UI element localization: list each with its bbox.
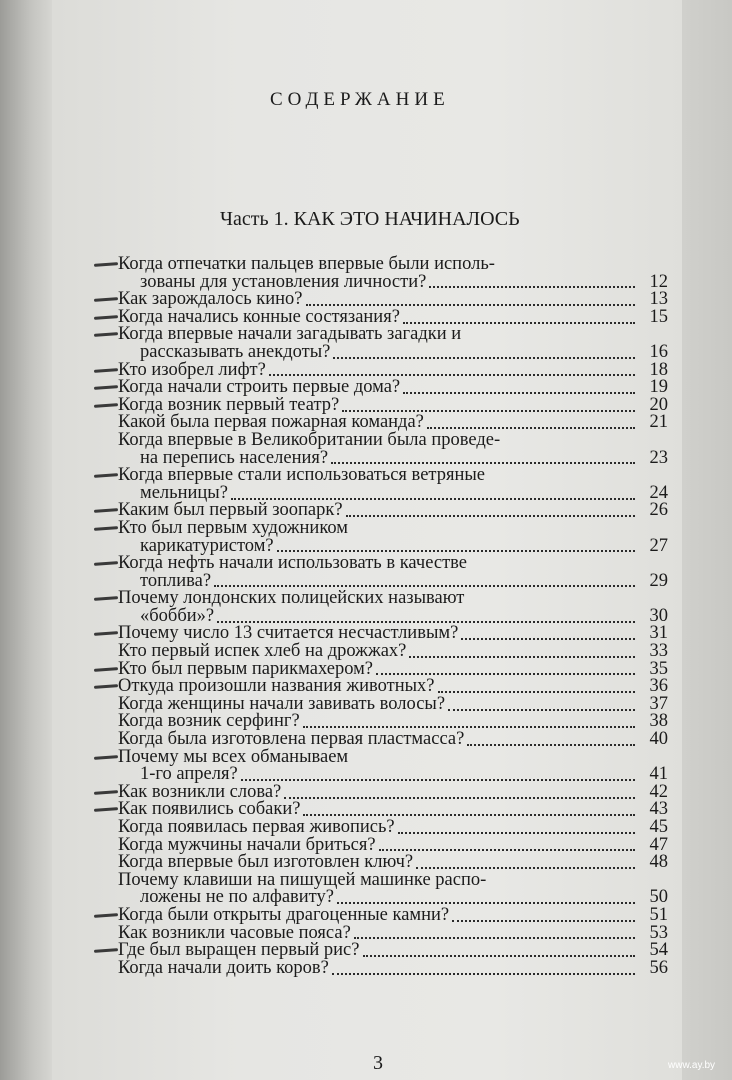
dot-leader — [409, 656, 635, 658]
toc-entry-title: ложены не по алфавиту? — [140, 887, 334, 908]
dot-leader — [332, 973, 635, 975]
dot-leader — [467, 744, 635, 746]
toc-entry-page: 43 — [649, 799, 668, 820]
toc-entry-page: 15 — [649, 306, 668, 327]
toc-entry-title: Когда начались конные состязания? — [118, 306, 400, 327]
dot-leader — [403, 392, 635, 394]
toc-entry-page: 24 — [649, 482, 668, 503]
toc-entry-title: Когда начали доить коров? — [118, 957, 329, 978]
toc-entry-page: 21 — [649, 412, 668, 433]
toc-entry-page: 13 — [649, 289, 668, 310]
toc-entry-page: 26 — [649, 500, 668, 521]
toc-entry-page: 40 — [649, 729, 668, 750]
dot-leader — [333, 357, 635, 359]
toc-entry-page: 19 — [649, 377, 668, 398]
dot-leader — [461, 638, 635, 640]
dot-leader — [354, 937, 635, 939]
dot-leader — [331, 462, 635, 464]
toc-entry — [118, 429, 668, 468]
toc-entry-page: 35 — [649, 658, 668, 679]
dot-leader — [217, 621, 635, 623]
toc-entry-title: Как возникли часовые пояса? — [118, 922, 351, 943]
toc-entry-title: Кто был первым художником — [118, 517, 348, 538]
dot-leader — [363, 955, 636, 957]
toc-entry — [118, 819, 668, 837]
toc-entry-title: Как возникли слова? — [118, 781, 282, 802]
toc-entry-title: 1-го апреля? — [140, 764, 238, 785]
toc-entry-title: Когда возник первый театр? — [118, 394, 340, 415]
dot-leader — [231, 498, 635, 500]
dot-leader — [306, 304, 635, 306]
toc-entry-title: Когда были открыты драгоценные камни? — [118, 904, 450, 925]
toc-entry — [118, 517, 668, 556]
dot-leader — [337, 902, 635, 904]
dot-leader — [214, 585, 635, 587]
toc-entry-title: Какой была первая пожарная команда? — [118, 412, 424, 433]
toc-entry-title: Когда впервые начали загадывать загадки и — [118, 324, 462, 345]
toc-entry — [118, 555, 668, 590]
toc-entry-page: 38 — [649, 711, 668, 732]
toc-entry-title: Как зарождалось кино? — [118, 289, 303, 310]
toc-entry — [118, 256, 668, 291]
toc-entry-title: Кто был первым парикмахером? — [118, 658, 374, 679]
dot-leader — [429, 286, 635, 288]
watermark: www.ay.by — [668, 1060, 716, 1071]
toc-entry-page: 42 — [649, 781, 668, 802]
dot-leader — [398, 832, 635, 834]
dot-leader — [416, 867, 635, 869]
toc-entry — [118, 957, 668, 978]
book-spine — [0, 0, 52, 1080]
dot-leader — [427, 427, 635, 429]
toc-entry-page: 12 — [649, 271, 668, 292]
dot-leader — [342, 410, 635, 412]
toc-entry — [118, 326, 668, 361]
toc-entry-title: Каким был первый зоопарк? — [118, 500, 343, 521]
dot-leader — [303, 814, 635, 816]
toc-entry-title: Почему лондонских полицейских называют — [118, 588, 465, 609]
toc-entry-page: 37 — [649, 693, 668, 714]
toc-entry-title: Почему число 13 считается несчастливым? — [118, 623, 459, 644]
toc-entry-title: Кто первый испек хлеб на дрожжах? — [118, 641, 407, 662]
dot-leader — [438, 691, 636, 693]
toc-entry-page: 53 — [649, 922, 668, 943]
toc-entry-title: Почему мы всех обманываем — [118, 746, 349, 767]
toc-entry-page: 18 — [649, 359, 668, 380]
dot-leader — [277, 550, 635, 552]
dot-leader — [284, 797, 635, 799]
dot-leader — [403, 322, 635, 324]
toc-entry-title: Почему клавиши на пишущей машинке распо- — [118, 869, 487, 890]
toc-entry-title: Когда была изготовлена первая пластмасса? — [118, 729, 465, 750]
toc-entry-title: топлива? — [140, 570, 212, 591]
toc-entry-page: 33 — [649, 641, 668, 662]
toc-entry — [118, 590, 668, 625]
toc-entry-title: Как появились собаки? — [118, 799, 301, 820]
toc-entry-title: Когда возник серфинг? — [118, 711, 300, 732]
toc-entry-page: 47 — [649, 834, 668, 855]
toc-entry-title: рассказывать анекдоты? — [140, 341, 331, 362]
toc-entry-title: Где был выращен первый рис? — [118, 940, 360, 961]
toc-entry-title: Когда женщины начали завивать волосы? — [118, 693, 446, 714]
toc-entry-page: 41 — [649, 764, 668, 785]
toc-entry-title: на перепись населения? — [140, 447, 329, 468]
toc-entry-page: 51 — [649, 904, 668, 925]
toc-entry-page: 31 — [649, 623, 668, 644]
contents-heading: СОДЕРЖАНИЕ — [270, 89, 450, 110]
toc-entry-title: Когда впервые был изготовлен ключ? — [118, 852, 414, 873]
toc-entry-page: 48 — [649, 852, 668, 873]
dot-leader — [376, 673, 635, 675]
toc-entry-page: 30 — [649, 605, 668, 626]
toc-entry-page: 50 — [649, 887, 668, 908]
toc-entry-title: Когда отпечатки пальцев впервые были исполь- — [118, 254, 495, 274]
dot-leader — [379, 849, 635, 851]
dot-leader — [269, 374, 635, 376]
toc-entry-title: «бобби»? — [140, 605, 215, 626]
toc-entry — [118, 467, 668, 502]
toc-entry-page: 20 — [649, 394, 668, 415]
page-number: 3 — [373, 1052, 383, 1074]
toc-entry — [118, 869, 668, 908]
dot-leader — [448, 709, 635, 711]
toc-entry-title: мельницы? — [140, 482, 228, 503]
toc-entry-page: 56 — [649, 957, 668, 978]
toc-entry-page: 45 — [649, 817, 668, 837]
dot-leader — [241, 779, 635, 781]
toc-entry-title: Когда начали строить первые дома? — [118, 377, 401, 398]
toc-entry-page: 27 — [649, 535, 668, 556]
toc-entry-page: 36 — [649, 676, 668, 697]
toc-entry-title: Когда нефть начали использовать в качестве — [118, 553, 468, 574]
toc-entry — [118, 904, 668, 925]
facing-page-edge — [682, 0, 732, 1080]
toc-entry-title: Когда появилась первая живопись? — [118, 817, 395, 837]
part-title: Часть 1. КАК ЭТО НАЧИНАЛОСЬ — [220, 208, 520, 230]
toc-entry-page: 54 — [649, 940, 668, 961]
toc-entry-title: Откуда произошли названия животных? — [118, 676, 435, 697]
toc-entry-title: Когда впервые стали использоваться ветряные — [118, 465, 486, 486]
toc-entry-page: 29 — [649, 570, 668, 591]
toc-entry-page: 23 — [649, 447, 668, 468]
toc-entry-title: Когда впервые в Великобритании была проведе- — [118, 429, 501, 450]
table-of-contents — [118, 256, 668, 977]
dot-leader — [452, 920, 635, 922]
dot-leader — [303, 726, 635, 728]
toc-entry-title: Кто изобрел лифт? — [118, 359, 266, 380]
toc-entry-title: зованы для установления личности? — [140, 271, 427, 292]
toc-entry — [118, 731, 668, 749]
toc-entry-title: карикатуристом? — [140, 535, 274, 556]
dot-leader — [346, 515, 635, 517]
toc-entry-page: 16 — [649, 341, 668, 362]
toc-entry — [118, 746, 668, 785]
toc-entry-title: Когда мужчины начали бриться? — [118, 834, 376, 855]
